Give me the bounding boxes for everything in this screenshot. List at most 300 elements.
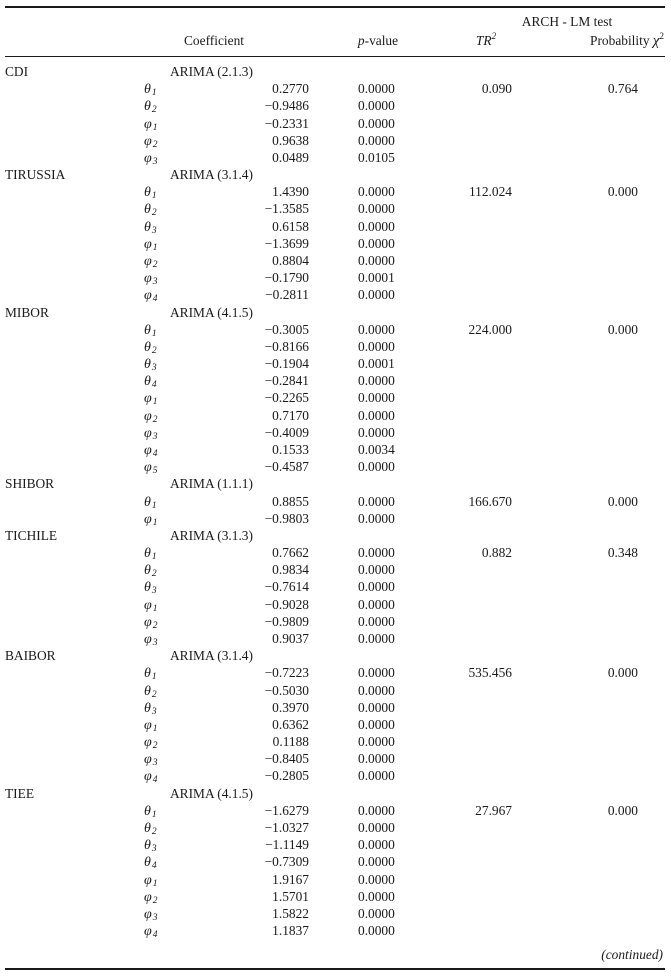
parameter-symbol: [144, 495, 157, 511]
p-value: 0.0000: [358, 321, 395, 337]
parameter-symbol: [144, 426, 158, 442]
parameter-letter: θ: [144, 855, 151, 871]
coefficient-value: 0.8804: [272, 253, 309, 268]
parameter-letter: θ: [144, 357, 151, 373]
parameter-letter: φ: [144, 752, 152, 768]
table-row: [0, 442, 671, 459]
coefficient-value: 1.5701: [272, 888, 309, 904]
parameter-letter: φ: [144, 236, 152, 252]
parameter-symbol: [144, 134, 158, 150]
p-value: 0.0105: [358, 149, 395, 165]
parameter-symbol: [144, 907, 158, 923]
parameter-letter: θ: [144, 219, 151, 235]
coefficient-value: −0.8405: [264, 751, 309, 767]
parameter-symbol: [144, 340, 157, 356]
parameter-letter: φ: [144, 597, 152, 613]
p-value: 0.0000: [358, 235, 395, 251]
p-value: 0.0000: [358, 837, 395, 853]
p-value: 0.0000: [358, 923, 395, 938]
series-name: CDI: [5, 64, 29, 79]
parameter-letter: φ: [144, 511, 152, 527]
p-value: 0.0000: [358, 613, 395, 629]
parameter-subscript: 1: [152, 878, 158, 889]
coefficient-value: −1.1149: [265, 837, 309, 853]
probability-value: 0.000: [607, 184, 638, 200]
p-value: 0.0000: [358, 459, 395, 475]
p-value: 0.0001: [358, 270, 395, 286]
parameter-letter: θ: [144, 580, 151, 596]
table-row: [0, 545, 671, 562]
parameter-letter: θ: [144, 683, 151, 699]
parameter-symbol: [144, 855, 157, 871]
table-row: [0, 184, 671, 201]
group-header-row: [0, 786, 671, 803]
parameter-symbol: [144, 288, 158, 304]
header-pvalue-p: p: [357, 33, 365, 48]
parameter-symbol: [144, 752, 158, 768]
continued-note: (continued): [601, 947, 663, 962]
p-value: 0.0000: [358, 665, 395, 681]
coefficient-value: 0.1533: [272, 442, 309, 457]
probability-value: 0.348: [607, 545, 638, 560]
coefficient-value: 0.6158: [272, 218, 309, 234]
parameter-symbol: [144, 821, 157, 837]
parameter-symbol: [144, 443, 158, 459]
table-row: [0, 390, 671, 407]
table-row: [0, 597, 671, 614]
p-value: 0.0000: [358, 98, 395, 114]
table-row: [0, 339, 671, 356]
parameter-subscript: 1: [152, 723, 158, 734]
parameter-subscript: 1: [151, 809, 157, 820]
p-value: 0.0000: [358, 579, 395, 595]
series-name: BAIBOR: [5, 648, 56, 664]
parameter-subscript: 2: [152, 139, 158, 150]
parameter-letter: φ: [144, 443, 152, 458]
table-row: [0, 81, 671, 98]
coefficient-value: −1.6279: [264, 802, 309, 818]
parameter-subscript: 1: [152, 242, 158, 253]
p-value: 0.0000: [358, 287, 395, 303]
coefficient-value: −0.4009: [264, 424, 309, 440]
parameter-symbol: [144, 117, 158, 133]
table-row: [0, 201, 671, 218]
parameter-symbol: [144, 391, 158, 407]
coefficient-value: 1.1837: [272, 923, 309, 938]
parameter-symbol: [144, 890, 158, 906]
coefficient-value: 0.9037: [272, 630, 309, 646]
tr2-value: 166.670: [468, 493, 512, 509]
coefficient-value: 0.6362: [272, 716, 309, 732]
parameter-letter: φ: [144, 288, 152, 304]
coefficient-value: 0.0489: [272, 149, 309, 165]
parameter-symbol: [144, 632, 158, 648]
series-name: TIEE: [5, 785, 34, 801]
p-value: 0.0000: [358, 596, 395, 612]
parameter-letter: φ: [144, 906, 152, 922]
parameter-subscript: 1: [152, 397, 158, 408]
parameter-subscript: 3: [151, 706, 157, 717]
parameter-subscript: 3: [152, 637, 158, 648]
table-row: [0, 700, 671, 717]
coefficient-value: −0.9028: [264, 596, 309, 612]
header-prob-sup: 2: [659, 31, 664, 41]
arima-model: ARIMA (4.1.5): [170, 304, 253, 320]
table-row: [0, 734, 671, 751]
series-name: TIRUSSIA: [5, 167, 66, 183]
table-row: [0, 562, 671, 579]
table-row: [0, 803, 671, 820]
table-row: [0, 751, 671, 768]
parameter-subscript: 3: [152, 156, 158, 167]
p-value: 0.0000: [358, 888, 395, 904]
parameter-symbol: [144, 838, 157, 854]
group-header-row: [0, 64, 671, 81]
table-row: [0, 219, 671, 236]
coefficient-value: −0.4587: [264, 459, 309, 475]
parameter-letter: θ: [144, 546, 151, 561]
p-value: 0.0000: [358, 768, 395, 784]
parameter-symbol: [144, 718, 158, 734]
p-value: 0.0000: [358, 493, 395, 509]
tr2-value: 224.000: [468, 321, 512, 337]
table-row: [0, 837, 671, 854]
parameter-letter: φ: [144, 460, 152, 476]
parameter-subscript: 1: [151, 552, 157, 562]
table-row: [0, 923, 671, 940]
parameter-subscript: 1: [151, 191, 157, 202]
p-value: 0.0000: [358, 905, 395, 921]
arima-model: ARIMA (1.1.1): [170, 476, 253, 492]
parameter-symbol: [144, 615, 158, 631]
group-header-row: [0, 167, 671, 184]
p-value: 0.0000: [358, 201, 395, 217]
arima-model: ARIMA (3.1.3): [170, 527, 253, 543]
table-row: [0, 579, 671, 596]
parameter-letter: θ: [144, 82, 151, 98]
table-row: [0, 116, 671, 133]
coefficient-value: 0.7662: [272, 545, 309, 560]
parameter-letter: θ: [144, 202, 151, 218]
series-name: TICHILE: [5, 527, 58, 543]
table-row: [0, 133, 671, 150]
parameter-letter: θ: [144, 563, 151, 579]
parameter-letter: θ: [144, 700, 151, 716]
coefficient-value: −0.1790: [264, 270, 309, 286]
parameter-subscript: 2: [152, 260, 158, 270]
parameter-symbol: [144, 82, 157, 98]
parameter-subscript: 2: [151, 569, 157, 580]
parameter-subscript: 3: [152, 431, 158, 442]
coefficient-value: −0.9803: [264, 510, 309, 526]
table-row: [0, 854, 671, 871]
table-row: [0, 322, 671, 339]
parameter-subscript: 1: [152, 122, 158, 133]
parameter-symbol: [144, 512, 158, 528]
header-coefficient: Coefficient: [184, 33, 244, 48]
parameter-letter: φ: [144, 872, 152, 888]
header-tr2: [476, 33, 496, 49]
header-rule: [5, 56, 665, 57]
p-value: 0.0001: [358, 356, 395, 372]
parameter-symbol: [144, 598, 158, 614]
p-value: 0.0000: [358, 115, 395, 131]
tr2-value: 112.024: [468, 184, 512, 200]
p-value: 0.0000: [358, 562, 395, 578]
parameter-subscript: 1: [151, 328, 157, 339]
p-value: 0.0000: [358, 253, 395, 268]
parameter-letter: φ: [144, 735, 152, 750]
parameter-symbol: [144, 254, 158, 270]
tr2-value: 27.967: [475, 802, 512, 818]
group-header-row: [0, 648, 671, 665]
parameter-subscript: 2: [152, 895, 158, 906]
coefficient-value: −1.3699: [264, 235, 309, 251]
coefficient-value: 1.4390: [272, 184, 309, 200]
probability-value: 0.000: [607, 493, 638, 509]
table-row: [0, 236, 671, 253]
coefficient-value: −0.9809: [264, 613, 309, 629]
parameter-subscript: 1: [152, 517, 158, 528]
parameter-subscript: 2: [151, 689, 157, 700]
p-value: 0.0000: [358, 682, 395, 698]
group-header-row: [0, 528, 671, 545]
parameter-subscript: 4: [151, 380, 157, 391]
parameter-symbol: [144, 701, 157, 717]
parameter-letter: φ: [144, 271, 152, 287]
header-tr-sup: 2: [491, 31, 497, 41]
parameter-subscript: 2: [151, 208, 157, 219]
coefficient-value: −0.1904: [264, 356, 309, 372]
coefficient-value: 0.9638: [272, 132, 309, 148]
table-row: [0, 717, 671, 734]
tr2-value: 0.090: [481, 81, 512, 97]
parameter-symbol: [144, 546, 157, 562]
p-value: 0.0000: [358, 630, 395, 646]
arima-model: ARIMA (4.1.5): [170, 785, 253, 801]
parameter-letter: φ: [144, 631, 152, 647]
parameter-symbol: [144, 769, 158, 785]
p-value: 0.0000: [358, 716, 395, 732]
coefficient-value: −0.8166: [264, 338, 309, 354]
coefficient-value: −0.7223: [264, 665, 309, 681]
table-row: [0, 253, 671, 270]
parameter-letter: φ: [144, 717, 152, 733]
table-row: [0, 98, 671, 115]
probability-value: 0.000: [607, 321, 638, 337]
parameter-symbol: [144, 666, 157, 682]
parameter-letter: φ: [144, 769, 152, 785]
table-row: [0, 683, 671, 700]
table-row: [0, 425, 671, 442]
parameter-symbol: [144, 804, 157, 820]
parameter-letter: φ: [144, 924, 152, 939]
arch-lm-label: ARCH - LM test: [521, 14, 613, 29]
table-row: [0, 768, 671, 785]
coefficient-value: −0.2265: [264, 390, 309, 406]
p-value: 0.0000: [358, 338, 395, 354]
parameter-subscript: 4: [152, 930, 158, 940]
parameter-letter: θ: [144, 494, 151, 510]
group-header-row: [0, 305, 671, 322]
parameter-letter: φ: [144, 408, 152, 424]
parameter-symbol: [144, 99, 157, 115]
p-value: 0.0000: [358, 802, 395, 818]
p-value: 0.0000: [358, 751, 395, 767]
parameter-subscript: 3: [151, 363, 157, 374]
p-value: 0.0000: [358, 734, 395, 749]
parameter-letter: θ: [144, 185, 151, 201]
p-value: 0.0000: [358, 132, 395, 148]
parameter-letter: θ: [144, 339, 151, 355]
top-rule: [5, 6, 665, 8]
coefficient-value: −0.7309: [264, 854, 309, 870]
series-name: MIBOR: [5, 304, 49, 320]
table-row: [0, 287, 671, 304]
parameter-subscript: 2: [152, 620, 158, 631]
table-row: [0, 889, 671, 906]
table-row: [0, 459, 671, 476]
parameter-subscript: 3: [151, 586, 157, 597]
table-row: [0, 408, 671, 425]
parameter-subscript: 2: [151, 345, 157, 356]
coefficient-value: −0.3005: [264, 321, 309, 337]
parameter-symbol: [144, 185, 157, 201]
table-row: [0, 631, 671, 648]
p-value: 0.0000: [358, 407, 395, 423]
parameter-subscript: 2: [152, 741, 158, 751]
p-value: 0.0000: [358, 545, 395, 560]
p-value: 0.0000: [358, 184, 395, 200]
parameter-letter: φ: [144, 133, 152, 149]
parameter-letter: φ: [144, 150, 152, 166]
parameter-symbol: [144, 323, 157, 339]
parameter-subscript: 5: [152, 466, 158, 477]
parameter-symbol: [144, 580, 157, 596]
coefficient-value: −1.0327: [264, 819, 309, 835]
probability-value: 0.764: [607, 81, 638, 97]
table-row: [0, 906, 671, 923]
parameter-symbol: [144, 202, 157, 218]
parameter-letter: θ: [144, 838, 151, 854]
parameter-subscript: 3: [151, 844, 157, 855]
parameter-letter: φ: [144, 116, 152, 132]
parameter-letter: φ: [144, 889, 152, 905]
table-row: [0, 511, 671, 528]
parameter-subscript: 4: [152, 449, 158, 459]
coefficient-value: 0.1188: [272, 734, 309, 749]
coefficient-value: −0.2331: [264, 115, 309, 131]
coefficient-value: −1.3585: [264, 201, 309, 217]
table-row: [0, 872, 671, 889]
table-row: [0, 150, 671, 167]
tr2-value: 0.882: [481, 545, 512, 560]
parameter-symbol: [144, 220, 157, 236]
coefficient-value: −0.2805: [264, 768, 309, 784]
coefficient-value: 0.7170: [272, 407, 309, 423]
table-row: [0, 494, 671, 511]
coefficient-value: 0.8855: [272, 493, 309, 509]
p-value: 0.0000: [358, 218, 395, 234]
parameter-subscript: 3: [152, 277, 158, 288]
parameter-letter: φ: [144, 254, 152, 269]
parameter-symbol: [144, 563, 157, 579]
coefficient-value: −0.9486: [264, 98, 309, 114]
table-row: [0, 665, 671, 682]
probability-value: 0.000: [607, 802, 638, 818]
coefficient-value: 0.3970: [272, 699, 309, 715]
tr2-value: 535.456: [468, 665, 512, 681]
parameter-symbol: [144, 873, 158, 889]
table-row: [0, 373, 671, 390]
parameter-symbol: [144, 684, 157, 700]
p-value: 0.0034: [358, 442, 395, 457]
parameter-symbol: [144, 409, 158, 425]
header-tr-text: TR: [475, 33, 492, 48]
parameter-letter: φ: [144, 614, 152, 630]
table-row: [0, 270, 671, 287]
arima-model: ARIMA (3.1.4): [170, 648, 253, 664]
parameter-symbol: [144, 924, 158, 940]
header-prob-chi: χ: [652, 33, 660, 49]
coefficient-value: −0.2841: [264, 373, 309, 389]
parameter-subscript: 4: [152, 294, 158, 305]
p-value: 0.0000: [358, 699, 395, 715]
p-value: 0.0000: [358, 373, 395, 389]
parameter-symbol: [144, 460, 158, 476]
coefficient-value: −0.2811: [265, 287, 309, 303]
parameter-symbol: [144, 357, 157, 373]
parameter-symbol: [144, 237, 158, 253]
coefficient-value: 1.9167: [272, 871, 309, 887]
header-prob-text: Probability: [590, 33, 653, 48]
parameter-letter: θ: [144, 374, 151, 390]
parameter-letter: θ: [144, 322, 151, 338]
header-probability: [590, 33, 664, 49]
p-value: 0.0000: [358, 871, 395, 887]
parameter-subscript: 1: [151, 88, 157, 99]
parameter-symbol: [144, 271, 158, 287]
table-row: [0, 614, 671, 631]
header-pvalue: [358, 33, 398, 49]
arima-model: ARIMA (2.1.3): [170, 64, 253, 79]
p-value: 0.0000: [358, 510, 395, 526]
header-pvalue-rest: -value: [364, 33, 399, 48]
parameter-subscript: 2: [151, 826, 157, 837]
parameter-symbol: [144, 735, 158, 751]
parameter-letter: θ: [144, 803, 151, 819]
coefficient-value: 0.9834: [272, 562, 309, 578]
coefficient-value: 0.2770: [272, 81, 309, 97]
parameter-subscript: 4: [152, 775, 158, 786]
parameter-subscript: 3: [151, 225, 157, 236]
group-header-row: [0, 476, 671, 493]
parameter-subscript: 1: [152, 603, 158, 614]
parameter-subscript: 4: [151, 861, 157, 872]
coefficient-value: −0.7614: [264, 579, 309, 595]
bottom-rule: [5, 968, 665, 970]
parameter-subscript: 2: [152, 414, 158, 425]
parameter-symbol: [144, 374, 157, 390]
parameter-subscript: 1: [151, 500, 157, 511]
coefficient-value: −0.5030: [264, 682, 309, 698]
p-value: 0.0000: [358, 819, 395, 835]
parameter-letter: θ: [144, 666, 151, 682]
coefficient-value: 1.5822: [272, 905, 309, 921]
p-value: 0.0000: [358, 81, 395, 97]
parameter-subscript: 3: [152, 758, 158, 769]
parameter-subscript: 1: [151, 672, 157, 683]
